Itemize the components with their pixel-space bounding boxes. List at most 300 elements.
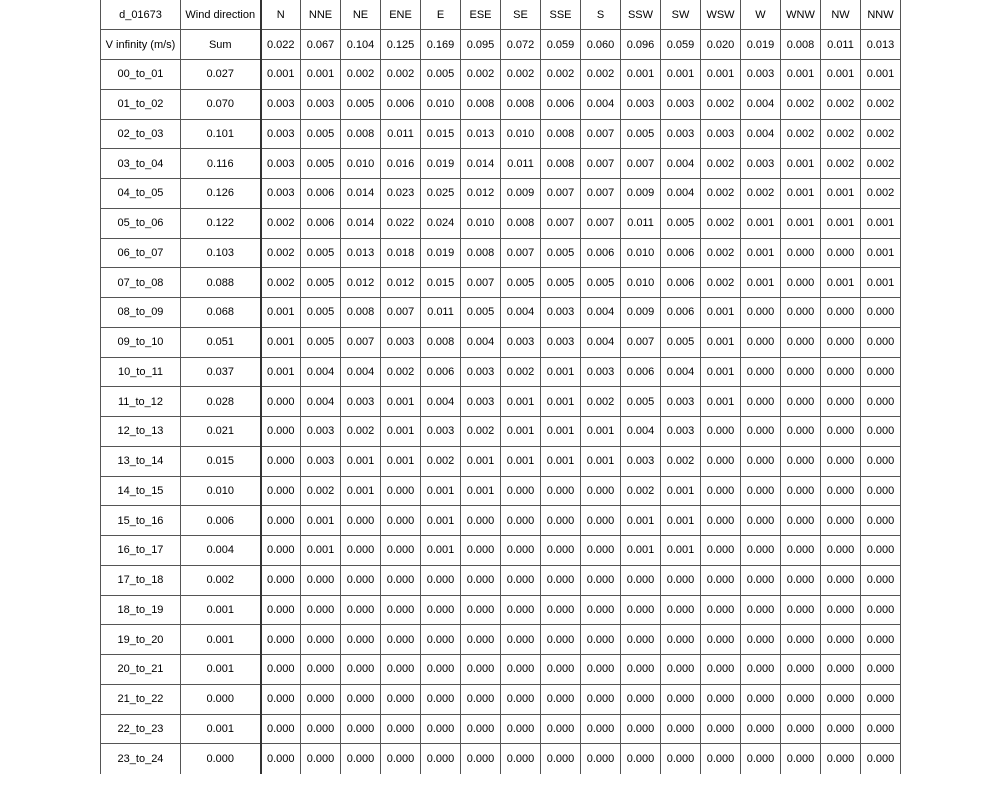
frequency-cell: 0.001: [461, 446, 501, 476]
frequency-cell: 0.001: [821, 268, 861, 298]
frequency-cell: 0.000: [701, 417, 741, 447]
frequency-cell: 0.000: [341, 744, 381, 774]
direction-total-cell: 0.022: [261, 30, 301, 60]
frequency-cell: 0.008: [341, 298, 381, 328]
frequency-cell: 0.003: [701, 119, 741, 149]
frequency-cell: 0.000: [541, 595, 581, 625]
frequency-cell: 0.000: [861, 298, 901, 328]
frequency-cell: 0.013: [341, 238, 381, 268]
frequency-cell: 0.000: [861, 684, 901, 714]
frequency-cell: 0.000: [501, 714, 541, 744]
frequency-cell: 0.001: [341, 476, 381, 506]
frequency-cell: 0.000: [261, 565, 301, 595]
frequency-cell: 0.004: [621, 417, 661, 447]
frequency-cell: 0.000: [821, 387, 861, 417]
frequency-cell: 0.001: [621, 506, 661, 536]
frequency-cell: 0.001: [421, 536, 461, 566]
frequency-cell: 0.003: [581, 357, 621, 387]
frequency-cell: 0.003: [661, 387, 701, 417]
frequency-cell: 0.003: [301, 446, 341, 476]
frequency-cell: 0.004: [661, 179, 701, 209]
direction-header: S: [581, 0, 621, 30]
frequency-cell: 0.002: [301, 476, 341, 506]
frequency-cell: 0.002: [861, 149, 901, 179]
frequency-cell: 0.000: [581, 476, 621, 506]
speed-bin-label: 01_to_02: [101, 89, 181, 119]
frequency-cell: 0.001: [701, 298, 741, 328]
frequency-cell: 0.007: [581, 149, 621, 179]
speed-bin-label: 13_to_14: [101, 446, 181, 476]
frequency-cell: 0.001: [381, 446, 421, 476]
frequency-cell: 0.000: [261, 417, 301, 447]
frequency-cell: 0.000: [741, 625, 781, 655]
table-row: [101, 625, 901, 655]
speed-bin-label: 20_to_21: [101, 655, 181, 685]
speed-bin-label: 14_to_15: [101, 476, 181, 506]
frequency-cell: 0.008: [461, 89, 501, 119]
frequency-cell: 0.000: [861, 446, 901, 476]
frequency-cell: 0.000: [701, 714, 741, 744]
frequency-cell: 0.002: [701, 238, 741, 268]
frequency-cell: 0.005: [301, 268, 341, 298]
speed-bin-label: 04_to_05: [101, 179, 181, 209]
frequency-cell: 0.011: [421, 298, 461, 328]
frequency-cell: 0.010: [501, 119, 541, 149]
frequency-cell: 0.004: [501, 298, 541, 328]
frequency-cell: 0.002: [701, 208, 741, 238]
frequency-cell: 0.002: [741, 179, 781, 209]
frequency-cell: 0.006: [541, 89, 581, 119]
totals-row: [101, 30, 901, 60]
frequency-cell: 0.003: [661, 119, 701, 149]
frequency-cell: 0.000: [661, 684, 701, 714]
frequency-cell: 0.000: [661, 595, 701, 625]
speed-axis-label: V infinity (m/s): [101, 30, 181, 60]
frequency-cell: 0.001: [701, 327, 741, 357]
frequency-cell: 0.000: [701, 476, 741, 506]
frequency-cell: 0.001: [621, 536, 661, 566]
frequency-cell: 0.000: [621, 655, 661, 685]
frequency-cell: 0.000: [781, 744, 821, 774]
table-body: [101, 0, 901, 774]
frequency-cell: 0.006: [661, 238, 701, 268]
corner-label: d_01673: [101, 0, 181, 30]
direction-total-cell: 0.020: [701, 30, 741, 60]
frequency-cell: 0.002: [261, 268, 301, 298]
frequency-cell: 0.000: [741, 387, 781, 417]
frequency-cell: 0.005: [501, 268, 541, 298]
frequency-cell: 0.000: [861, 595, 901, 625]
frequency-cell: 0.000: [301, 595, 341, 625]
frequency-cell: 0.000: [461, 565, 501, 595]
frequency-cell: 0.000: [861, 506, 901, 536]
table-row: [101, 179, 901, 209]
row-sum-cell: 0.004: [181, 536, 261, 566]
frequency-cell: 0.000: [421, 595, 461, 625]
frequency-cell: 0.004: [301, 357, 341, 387]
row-sum-cell: 0.001: [181, 625, 261, 655]
frequency-cell: 0.003: [501, 327, 541, 357]
frequency-cell: 0.019: [421, 149, 461, 179]
row-sum-cell: 0.051: [181, 327, 261, 357]
frequency-cell: 0.000: [461, 536, 501, 566]
frequency-cell: 0.000: [501, 625, 541, 655]
frequency-cell: 0.009: [621, 298, 661, 328]
frequency-cell: 0.001: [501, 417, 541, 447]
frequency-cell: 0.008: [421, 327, 461, 357]
frequency-cell: 0.000: [341, 595, 381, 625]
direction-header: SSE: [541, 0, 581, 30]
frequency-cell: 0.000: [821, 327, 861, 357]
frequency-cell: 0.001: [541, 446, 581, 476]
frequency-cell: 0.000: [741, 684, 781, 714]
frequency-cell: 0.000: [781, 565, 821, 595]
frequency-cell: 0.000: [381, 476, 421, 506]
frequency-cell: 0.002: [701, 268, 741, 298]
frequency-cell: 0.000: [461, 744, 501, 774]
frequency-cell: 0.016: [381, 149, 421, 179]
frequency-cell: 0.002: [701, 149, 741, 179]
frequency-cell: 0.010: [421, 89, 461, 119]
frequency-cell: 0.025: [421, 179, 461, 209]
frequency-cell: 0.000: [501, 684, 541, 714]
frequency-cell: 0.000: [741, 595, 781, 625]
frequency-cell: 0.001: [501, 446, 541, 476]
frequency-cell: 0.002: [341, 417, 381, 447]
frequency-cell: 0.002: [821, 119, 861, 149]
frequency-cell: 0.002: [461, 417, 501, 447]
frequency-cell: 0.003: [541, 327, 581, 357]
frequency-cell: 0.000: [861, 327, 901, 357]
direction-header: W: [741, 0, 781, 30]
direction-total-cell: 0.169: [421, 30, 461, 60]
frequency-cell: 0.005: [661, 208, 701, 238]
table-row: [101, 536, 901, 566]
frequency-cell: 0.000: [421, 565, 461, 595]
frequency-cell: 0.003: [341, 387, 381, 417]
direction-header: NW: [821, 0, 861, 30]
frequency-cell: 0.002: [261, 208, 301, 238]
frequency-cell: 0.000: [261, 446, 301, 476]
frequency-cell: 0.000: [261, 684, 301, 714]
frequency-cell: 0.000: [541, 536, 581, 566]
speed-bin-label: 02_to_03: [101, 119, 181, 149]
frequency-cell: 0.005: [301, 149, 341, 179]
direction-total-cell: 0.095: [461, 30, 501, 60]
frequency-cell: 0.000: [621, 625, 661, 655]
sum-column-header: Wind direction: [181, 0, 261, 30]
frequency-cell: 0.000: [261, 476, 301, 506]
frequency-cell: 0.005: [541, 238, 581, 268]
frequency-cell: 0.000: [381, 506, 421, 536]
table-row: [101, 744, 901, 774]
frequency-cell: 0.000: [741, 655, 781, 685]
frequency-cell: 0.000: [701, 684, 741, 714]
frequency-cell: 0.003: [261, 149, 301, 179]
frequency-cell: 0.018: [381, 238, 421, 268]
frequency-cell: 0.000: [341, 506, 381, 536]
table-row: [101, 565, 901, 595]
frequency-cell: 0.000: [821, 238, 861, 268]
frequency-cell: 0.001: [381, 387, 421, 417]
frequency-cell: 0.000: [701, 446, 741, 476]
frequency-cell: 0.003: [741, 60, 781, 90]
direction-total-cell: 0.011: [821, 30, 861, 60]
frequency-cell: 0.003: [661, 417, 701, 447]
row-sum-cell: 0.070: [181, 89, 261, 119]
frequency-cell: 0.002: [501, 357, 541, 387]
speed-bin-label: 19_to_20: [101, 625, 181, 655]
row-sum-cell: 0.006: [181, 506, 261, 536]
frequency-cell: 0.001: [421, 476, 461, 506]
frequency-cell: 0.000: [261, 714, 301, 744]
frequency-cell: 0.000: [381, 625, 421, 655]
frequency-cell: 0.000: [261, 506, 301, 536]
frequency-cell: 0.000: [781, 357, 821, 387]
frequency-cell: 0.014: [461, 149, 501, 179]
frequency-cell: 0.000: [501, 536, 541, 566]
frequency-cell: 0.000: [581, 744, 621, 774]
frequency-cell: 0.000: [261, 744, 301, 774]
table-row: [101, 446, 901, 476]
direction-total-cell: 0.072: [501, 30, 541, 60]
speed-bin-label: 07_to_08: [101, 268, 181, 298]
frequency-cell: 0.008: [501, 89, 541, 119]
frequency-cell: 0.000: [301, 625, 341, 655]
direction-total-cell: 0.060: [581, 30, 621, 60]
frequency-cell: 0.000: [501, 476, 541, 506]
frequency-cell: 0.000: [301, 655, 341, 685]
frequency-cell: 0.000: [541, 565, 581, 595]
frequency-cell: 0.000: [581, 506, 621, 536]
row-sum-cell: 0.037: [181, 357, 261, 387]
frequency-cell: 0.005: [461, 298, 501, 328]
frequency-cell: 0.000: [701, 536, 741, 566]
frequency-cell: 0.007: [581, 179, 621, 209]
frequency-cell: 0.002: [781, 89, 821, 119]
frequency-cell: 0.015: [421, 268, 461, 298]
frequency-cell: 0.000: [781, 595, 821, 625]
frequency-cell: 0.003: [381, 327, 421, 357]
frequency-cell: 0.000: [781, 684, 821, 714]
frequency-cell: 0.000: [861, 536, 901, 566]
frequency-cell: 0.001: [621, 60, 661, 90]
frequency-cell: 0.000: [261, 655, 301, 685]
frequency-cell: 0.000: [581, 536, 621, 566]
row-sum-cell: 0.021: [181, 417, 261, 447]
direction-total-cell: 0.104: [341, 30, 381, 60]
table-row: [101, 595, 901, 625]
frequency-cell: 0.000: [421, 744, 461, 774]
frequency-cell: 0.005: [301, 119, 341, 149]
frequency-cell: 0.000: [781, 476, 821, 506]
frequency-cell: 0.000: [781, 536, 821, 566]
frequency-cell: 0.000: [461, 625, 501, 655]
frequency-cell: 0.000: [461, 655, 501, 685]
direction-header: WNW: [781, 0, 821, 30]
frequency-cell: 0.000: [461, 714, 501, 744]
table-row: [101, 714, 901, 744]
direction-header: NNE: [301, 0, 341, 30]
frequency-cell: 0.000: [781, 714, 821, 744]
frequency-cell: 0.005: [541, 268, 581, 298]
frequency-cell: 0.000: [661, 714, 701, 744]
frequency-cell: 0.000: [661, 565, 701, 595]
frequency-cell: 0.001: [661, 476, 701, 506]
frequency-cell: 0.000: [501, 565, 541, 595]
frequency-cell: 0.002: [781, 119, 821, 149]
frequency-cell: 0.001: [861, 268, 901, 298]
frequency-cell: 0.000: [781, 298, 821, 328]
row-sum-cell: 0.116: [181, 149, 261, 179]
frequency-cell: 0.001: [381, 417, 421, 447]
header-row: [101, 0, 901, 30]
frequency-cell: 0.000: [861, 417, 901, 447]
frequency-cell: 0.000: [581, 595, 621, 625]
table-row: [101, 417, 901, 447]
frequency-cell: 0.011: [381, 119, 421, 149]
frequency-cell: 0.000: [501, 595, 541, 625]
frequency-cell: 0.007: [581, 119, 621, 149]
frequency-cell: 0.000: [341, 565, 381, 595]
frequency-cell: 0.000: [701, 655, 741, 685]
frequency-cell: 0.000: [381, 684, 421, 714]
table-row: [101, 506, 901, 536]
frequency-cell: 0.003: [461, 357, 501, 387]
frequency-cell: 0.001: [541, 417, 581, 447]
frequency-cell: 0.005: [661, 327, 701, 357]
frequency-cell: 0.007: [341, 327, 381, 357]
frequency-cell: 0.000: [781, 417, 821, 447]
frequency-cell: 0.023: [381, 179, 421, 209]
frequency-cell: 0.008: [541, 119, 581, 149]
frequency-cell: 0.001: [301, 60, 341, 90]
frequency-cell: 0.000: [381, 744, 421, 774]
frequency-cell: 0.014: [341, 208, 381, 238]
frequency-cell: 0.000: [861, 357, 901, 387]
speed-bin-label: 15_to_16: [101, 506, 181, 536]
frequency-cell: 0.000: [581, 684, 621, 714]
frequency-cell: 0.002: [261, 238, 301, 268]
frequency-cell: 0.000: [621, 595, 661, 625]
frequency-cell: 0.001: [461, 476, 501, 506]
frequency-cell: 0.000: [381, 655, 421, 685]
table-row: [101, 119, 901, 149]
frequency-cell: 0.000: [741, 476, 781, 506]
frequency-cell: 0.000: [541, 506, 581, 536]
wind-frequency-table: [100, 0, 901, 774]
frequency-cell: 0.003: [301, 89, 341, 119]
frequency-cell: 0.001: [261, 327, 301, 357]
frequency-cell: 0.000: [701, 565, 741, 595]
frequency-cell: 0.001: [661, 536, 701, 566]
frequency-cell: 0.003: [621, 446, 661, 476]
frequency-cell: 0.001: [701, 387, 741, 417]
frequency-cell: 0.001: [661, 60, 701, 90]
frequency-cell: 0.000: [301, 684, 341, 714]
row-sum-cell: 0.101: [181, 119, 261, 149]
frequency-cell: 0.006: [301, 208, 341, 238]
frequency-cell: 0.001: [781, 60, 821, 90]
frequency-cell: 0.000: [421, 684, 461, 714]
frequency-cell: 0.003: [541, 298, 581, 328]
frequency-cell: 0.002: [421, 446, 461, 476]
frequency-cell: 0.010: [461, 208, 501, 238]
direction-total-cell: 0.059: [541, 30, 581, 60]
frequency-cell: 0.014: [341, 179, 381, 209]
frequency-cell: 0.000: [261, 595, 301, 625]
frequency-cell: 0.004: [341, 357, 381, 387]
frequency-cell: 0.001: [861, 208, 901, 238]
frequency-cell: 0.006: [581, 238, 621, 268]
frequency-cell: 0.008: [341, 119, 381, 149]
frequency-cell: 0.000: [861, 476, 901, 506]
frequency-cell: 0.000: [381, 714, 421, 744]
frequency-cell: 0.000: [741, 446, 781, 476]
table-row: [101, 327, 901, 357]
frequency-cell: 0.000: [421, 714, 461, 744]
frequency-cell: 0.002: [861, 89, 901, 119]
direction-header: ESE: [461, 0, 501, 30]
frequency-cell: 0.022: [381, 208, 421, 238]
frequency-cell: 0.000: [861, 714, 901, 744]
frequency-cell: 0.011: [501, 149, 541, 179]
frequency-cell: 0.000: [661, 744, 701, 774]
frequency-cell: 0.007: [581, 208, 621, 238]
direction-header: N: [261, 0, 301, 30]
frequency-cell: 0.000: [821, 565, 861, 595]
row-sum-cell: 0.027: [181, 60, 261, 90]
frequency-cell: 0.000: [541, 744, 581, 774]
direction-header: SE: [501, 0, 541, 30]
frequency-cell: 0.002: [621, 476, 661, 506]
frequency-cell: 0.000: [621, 565, 661, 595]
speed-bin-label: 11_to_12: [101, 387, 181, 417]
frequency-cell: 0.000: [741, 536, 781, 566]
frequency-cell: 0.005: [341, 89, 381, 119]
frequency-cell: 0.012: [381, 268, 421, 298]
frequency-cell: 0.005: [621, 387, 661, 417]
frequency-cell: 0.002: [861, 119, 901, 149]
frequency-cell: 0.000: [581, 565, 621, 595]
frequency-cell: 0.000: [781, 268, 821, 298]
frequency-cell: 0.000: [501, 655, 541, 685]
frequency-cell: 0.000: [661, 655, 701, 685]
frequency-cell: 0.000: [741, 714, 781, 744]
frequency-cell: 0.003: [621, 89, 661, 119]
frequency-cell: 0.000: [301, 714, 341, 744]
frequency-cell: 0.000: [821, 714, 861, 744]
frequency-cell: 0.002: [581, 60, 621, 90]
frequency-cell: 0.000: [621, 684, 661, 714]
direction-header: E: [421, 0, 461, 30]
row-sum-cell: 0.001: [181, 595, 261, 625]
frequency-cell: 0.000: [541, 625, 581, 655]
frequency-cell: 0.003: [461, 387, 501, 417]
frequency-cell: 0.000: [821, 536, 861, 566]
frequency-cell: 0.000: [821, 417, 861, 447]
frequency-cell: 0.004: [581, 298, 621, 328]
frequency-cell: 0.000: [461, 506, 501, 536]
frequency-cell: 0.004: [461, 327, 501, 357]
frequency-cell: 0.005: [301, 238, 341, 268]
frequency-cell: 0.000: [821, 625, 861, 655]
frequency-cell: 0.001: [301, 536, 341, 566]
speed-bin-label: 12_to_13: [101, 417, 181, 447]
frequency-cell: 0.010: [341, 149, 381, 179]
frequency-cell: 0.000: [261, 536, 301, 566]
frequency-cell: 0.002: [381, 357, 421, 387]
